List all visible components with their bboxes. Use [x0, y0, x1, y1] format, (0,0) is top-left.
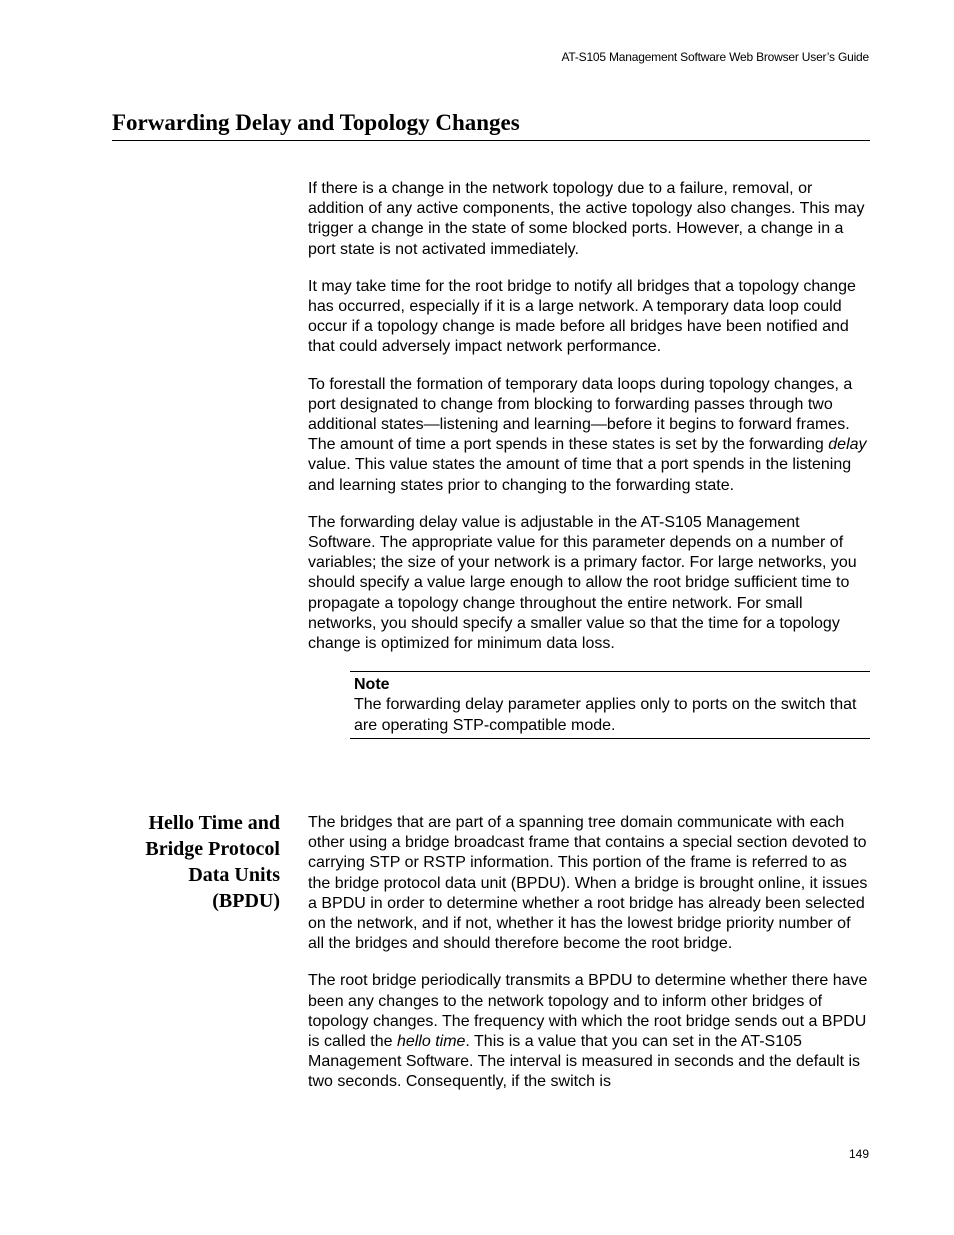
heading-line: Hello Time and [148, 812, 280, 834]
heading-line: (BPDU) [212, 890, 280, 912]
paragraph [308, 375, 870, 496]
subsection-heading [112, 810, 280, 914]
paragraph: If there is a change in the network topology due to a failure, removal, or addition of any active components, the active topology also changes. This may trigger a change in the state of some blocked ports. However, a change in a port state is not activated immediately. [308, 180, 865, 258]
paragraph [308, 971, 870, 1092]
paragraph: The bridges that are part of a spanning tree domain communicate with each other using a bridge broadcast frame that contains a special section devoted to carrying STP or RSTP information. This portion of the frame is referred to as the bridge protocol data unit (BPDU). When a bridge is brought online, it issues a BPDU in order to determine whether a root bridge has already been selected on the network, and if not, whether it has the lowest bridge priority number of all the bridges and should therefore become the root bridge. [308, 814, 868, 953]
paragraph: It may take time for the root bridge to notify all bridges that a topology change has occurred, especially if it is a large network. A temporary data loop could occur if a topology change is made before all bridges have been notified and that could adversely impact network performance. [308, 277, 856, 356]
paragraph-text: . This is a value that you can set in the AT-S105 Management Software. The interval is measured in seconds and the default is two seconds. Consequently, if the switch is [308, 1033, 861, 1091]
emphasis-delay: delay [828, 436, 867, 454]
heading-line: Bridge Protocol [145, 838, 280, 860]
paragraph-text: The root bridge periodically transmits a BPDU to determine whether there have been any changes to the network topology and to inform other bridges of topology changes. The frequency with which the root bridge sends out a BPDU is called the [308, 972, 868, 1051]
note-text: The forwarding delay parameter applies only to ports on the switch that are operating STP-compatible mode. [354, 696, 857, 734]
paragraph: The forwarding delay value is adjustable in the AT-S105 Management Software. The appropriate value for this parameter depends on a number of variables; the size of your network is a primary factor. For large networks, you should specify a value large enough to allow the root bridge sufficient time to propagate a topology change throughout the entire network. For small networks, you should specify a smaller value so that the time for a topology change is optimized for minimum data loss. [308, 513, 857, 653]
emphasis-hello-time: hello time [396, 1033, 466, 1051]
note-label: Note [354, 676, 390, 694]
page-number: 149 [848, 1147, 869, 1161]
paragraph-text: value. This value states the amount of time that a port spends in the listening and learning states prior to changing to the forwarding state. [308, 456, 852, 494]
running-header: AT-S105 Management Software Web Browser User’s Guide [561, 50, 869, 64]
paragraph-text: To forestall the formation of temporary data loops during topology changes, a port designated to change from blocking to forwarding passes through two additional states—listening and learning—before it begins to forward frames. The amount of time a port spends in these states is set by the forwarding [308, 375, 853, 454]
note-box [350, 671, 870, 739]
heading-line: Data Units [188, 864, 280, 886]
forwarding-delay-body [308, 179, 870, 739]
hello-time-body [308, 813, 870, 1110]
section-title: Forwarding Delay and Topology Changes [112, 108, 870, 141]
